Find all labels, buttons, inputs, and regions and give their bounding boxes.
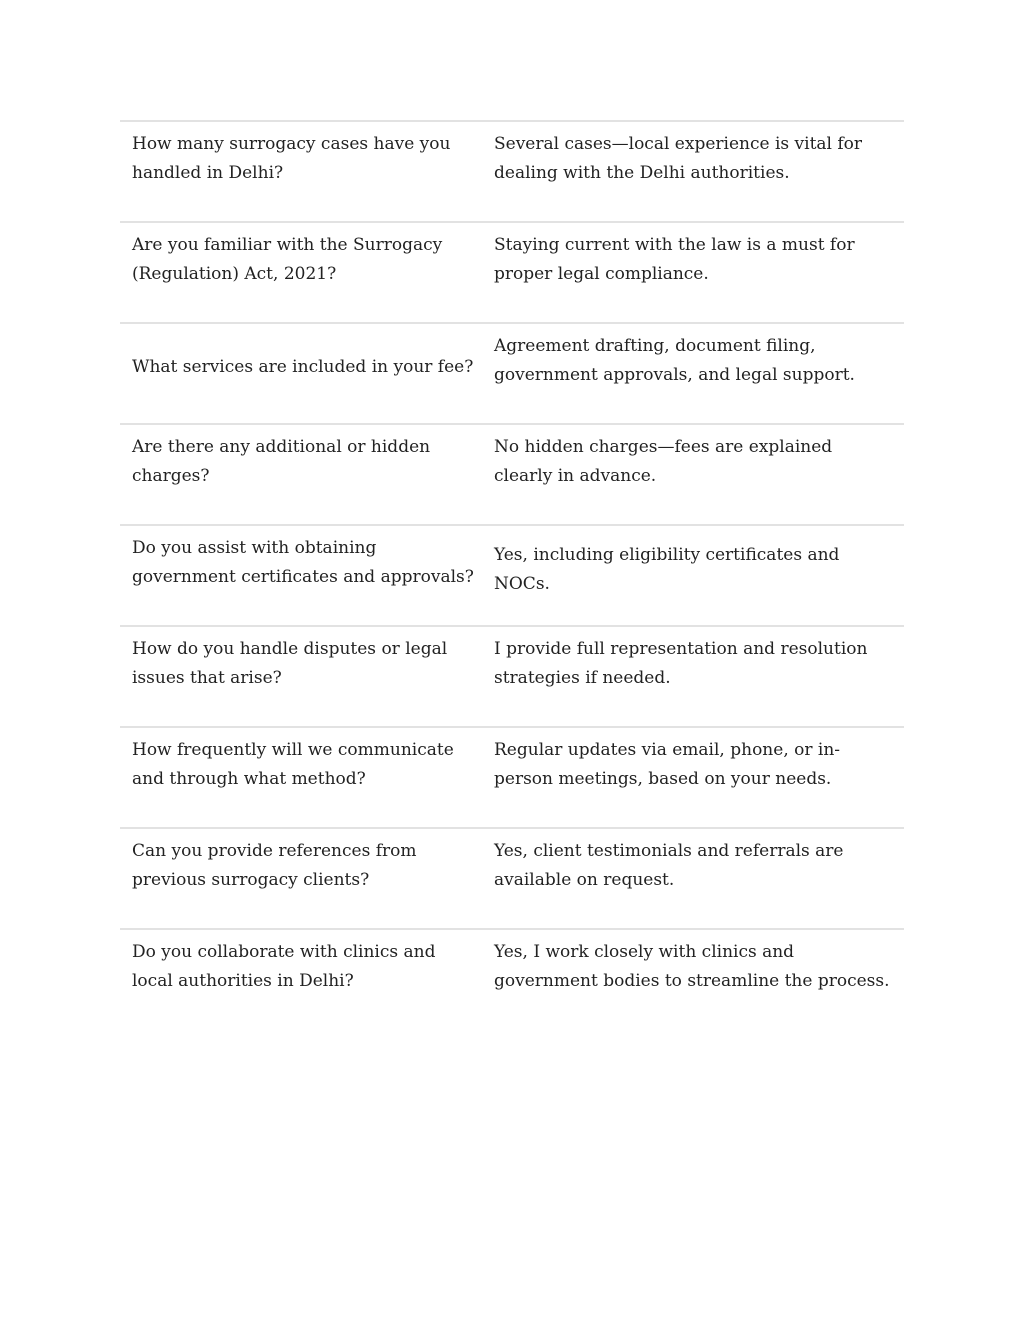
- table-row: [120, 324, 904, 425]
- question-cell: What services are included in your fee?: [132, 357, 474, 377]
- answer-cell: Regular updates via email, phone, or in-person meetings, based on your needs.: [494, 740, 841, 789]
- table-row: [120, 728, 904, 829]
- answer-cell: Several cases—local experience is vital for dealing with the Delhi authorities.: [494, 134, 863, 183]
- table-row: [120, 122, 904, 223]
- answer-cell: Yes, including eligibility certificates and NOCs.: [494, 544, 840, 594]
- faq-table: [120, 120, 904, 1031]
- answer-cell: Yes, client testimonials and referrals are available on request.: [494, 841, 844, 890]
- answer-cell: No hidden charges—fees are explained clearly in advance.: [494, 437, 833, 486]
- question-cell: Do you collaborate with clinics and local authorities in Delhi?: [132, 942, 436, 991]
- answer-cell: I provide full representation and resolution strategies if needed.: [494, 639, 868, 688]
- answer-cell: Agreement drafting, document filing, government approvals, and legal support.: [494, 336, 855, 385]
- question-cell: Are there any additional or hidden charges?: [132, 437, 431, 486]
- table-row: [120, 627, 904, 728]
- answer-cell: Yes, I work closely with clinics and government bodies to streamline the process.: [494, 942, 890, 991]
- table-row: [120, 425, 904, 526]
- question-cell: How many surrogacy cases have you handled in Delhi?: [132, 134, 451, 183]
- table-row: [120, 829, 904, 930]
- question-cell: Are you familiar with the Surrogacy (Regulation) Act, 2021?: [132, 235, 443, 284]
- question-cell: Can you provide references from previous surrogacy clients?: [132, 841, 417, 890]
- answer-cell: Staying current with the law is a must for proper legal compliance.: [494, 235, 855, 284]
- table-row: [120, 526, 904, 627]
- table-row: [120, 223, 904, 324]
- table-row: [120, 930, 904, 1031]
- question-cell: Do you assist with obtaining government certificates and approvals?: [132, 538, 474, 587]
- question-cell: How frequently will we communicate and through what method?: [132, 740, 454, 789]
- question-cell: How do you handle disputes or legal issues that arise?: [132, 639, 448, 688]
